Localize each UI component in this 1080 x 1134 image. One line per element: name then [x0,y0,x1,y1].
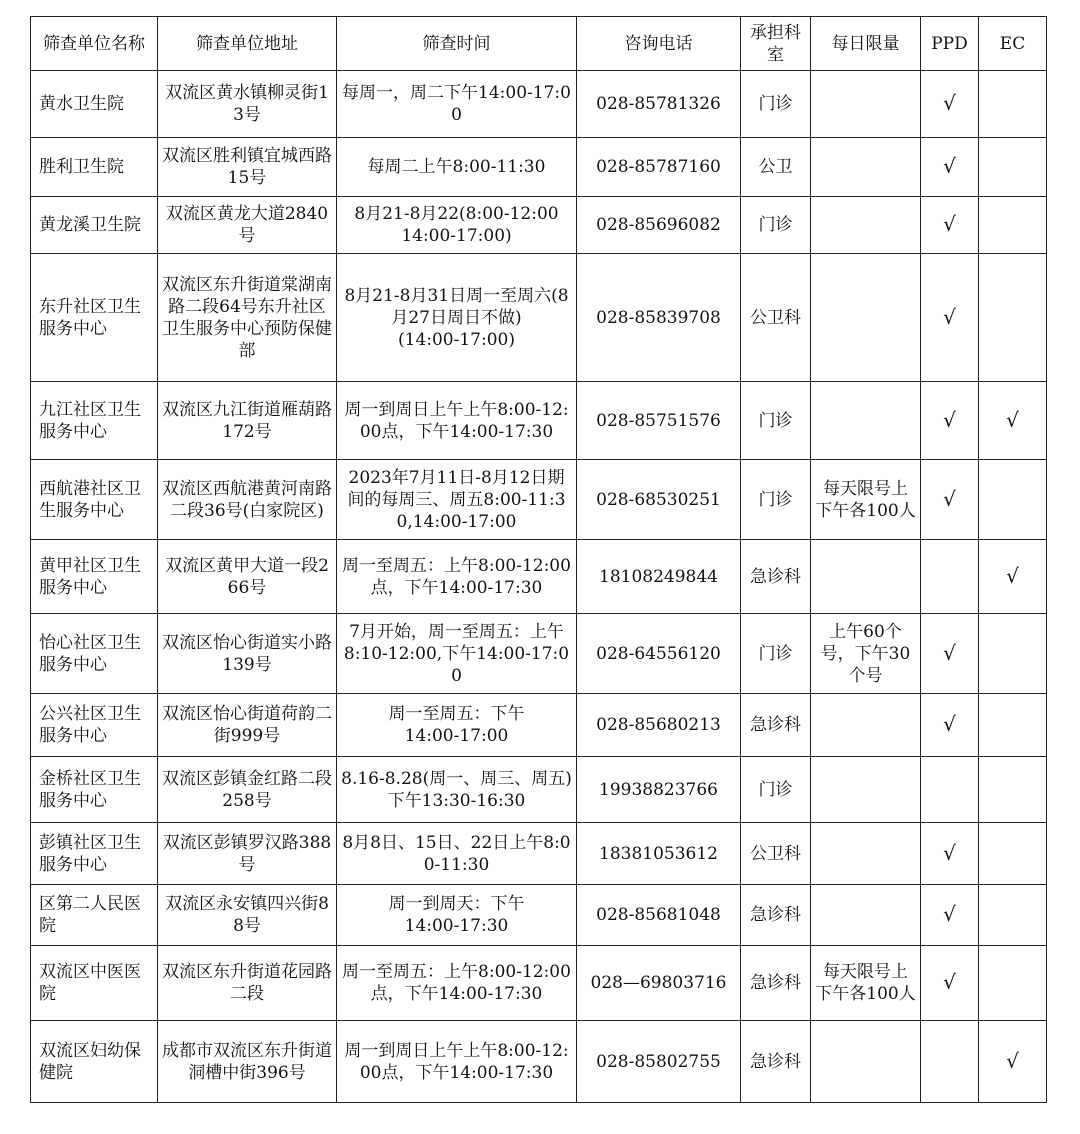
cell-phone: 18108249844 [577,540,741,614]
cell-ppd [921,254,979,382]
cell-address: 双流区九江街道雁葫路172号 [158,382,337,460]
table-row [31,885,1047,946]
cell-phone: 028-85696082 [577,197,741,254]
cell-time: 8月8日、15日、22日上午8:00-11:30 [337,823,577,885]
cell-ec [979,540,1047,614]
cell-dept: 公卫科 [741,254,811,382]
cell-ec [979,946,1047,1021]
cell-name: 双流区妇幼保健院 [31,1021,158,1103]
check-mark-icon: √ [1006,407,1019,432]
cell-phone: 028—69803716 [577,946,741,1021]
cell-phone: 028-64556120 [577,614,741,694]
check-mark-icon: √ [943,640,956,665]
header-dept: 承担科室 [741,17,811,71]
header-ppd: PPD [921,17,979,71]
table-row [31,614,1047,694]
cell-dept: 门诊 [741,382,811,460]
cell-ppd [921,138,979,197]
cell-ec [979,1021,1047,1103]
cell-limit [811,757,921,823]
cell-time: 周一到周日上午上午8:00-12:00点，下午14:00-17:30 [337,382,577,460]
cell-time: 7月开始，周一至周五：上午8:10-12:00,下午14:00-17:00 [337,614,577,694]
table-row [31,540,1047,614]
header-row [31,17,1047,71]
cell-limit: 上午60个号，下午30个号 [811,614,921,694]
table-row [31,946,1047,1021]
header-phone: 咨询电话 [577,17,741,71]
cell-name: 东升社区卫生服务中心 [31,254,158,382]
cell-limit [811,885,921,946]
cell-dept: 急诊科 [741,540,811,614]
cell-ec [979,382,1047,460]
header-limit: 每日限量 [811,17,921,71]
cell-time: 周一到周天：下午 14:00-17:30 [337,885,577,946]
cell-name: 双流区中医医院 [31,946,158,1021]
cell-phone: 028-85751576 [577,382,741,460]
cell-ec [979,823,1047,885]
cell-time: 周一至周五：上午8:00-12:00点，下午14:00-17:30 [337,946,577,1021]
cell-phone: 028-85681048 [577,885,741,946]
cell-address: 双流区黄水镇柳灵街13号 [158,71,337,138]
cell-dept: 急诊科 [741,1021,811,1103]
cell-ppd [921,197,979,254]
cell-limit [811,540,921,614]
cell-address: 双流区怡心街道荷韵二街999号 [158,694,337,757]
check-mark-icon: √ [943,212,956,236]
cell-phone: 028-85680213 [577,694,741,757]
table-row [31,1021,1047,1103]
check-mark-icon: √ [943,902,956,926]
cell-dept: 急诊科 [741,946,811,1021]
table-row [31,823,1047,885]
cell-address: 双流区东升街道棠湖南路二段64号东升社区卫生服务中心预防保健部 [158,254,337,382]
cell-ppd [921,71,979,138]
cell-address: 双流区黄龙大道2840号 [158,197,337,254]
cell-dept: 门诊 [741,460,811,540]
cell-ec [979,138,1047,197]
table-row [31,757,1047,823]
check-mark-icon: √ [943,407,956,432]
cell-dept: 门诊 [741,757,811,823]
cell-ppd [921,946,979,1021]
cell-dept: 急诊科 [741,694,811,757]
cell-name: 金桥社区卫生服务中心 [31,757,158,823]
cell-time: 周一至周五：下午 14:00-17:00 [337,694,577,757]
cell-ppd [921,1021,979,1103]
check-mark-icon: √ [943,154,956,178]
cell-address: 双流区彭镇罗汉路388号 [158,823,337,885]
cell-limit [811,382,921,460]
cell-name: 西航港社区卫生服务中心 [31,460,158,540]
cell-address: 双流区永安镇四兴街88号 [158,885,337,946]
check-mark-icon: √ [943,970,956,994]
check-mark-icon: √ [943,304,956,329]
cell-limit [811,694,921,757]
header-ec: EC [979,17,1047,71]
cell-ec [979,197,1047,254]
check-mark-icon: √ [943,91,956,115]
table-row [31,138,1047,197]
cell-address: 双流区胜利镇宜城西路15号 [158,138,337,197]
cell-address: 双流区彭镇金红路二段258号 [158,757,337,823]
cell-time: 每周一，周二下午14:00-17:00 [337,71,577,138]
cell-ec [979,885,1047,946]
cell-limit [811,197,921,254]
cell-limit [811,1021,921,1103]
cell-ec [979,71,1047,138]
cell-name: 黄水卫生院 [31,71,158,138]
cell-address: 成都市双流区东升街道洞槽中街396号 [158,1021,337,1103]
check-mark-icon: √ [1006,1048,1019,1073]
table-row [31,197,1047,254]
cell-time: 8月21-8月22(8:00-12:00 14:00-17:00) [337,197,577,254]
cell-time: 周一到周日上午上午8:00-12:00点，下午14:00-17:30 [337,1021,577,1103]
screening-table [30,16,1047,1103]
cell-address: 双流区黄甲大道一段266号 [158,540,337,614]
check-mark-icon: √ [943,712,956,736]
table-row [31,460,1047,540]
cell-ec [979,694,1047,757]
cell-phone: 028-85781326 [577,71,741,138]
check-mark-icon: √ [1006,563,1019,588]
cell-ec [979,757,1047,823]
header-address: 筛查单位地址 [158,17,337,71]
cell-phone: 18381053612 [577,823,741,885]
cell-name: 公兴社区卫生服务中心 [31,694,158,757]
table-row [31,694,1047,757]
table-row [31,71,1047,138]
cell-phone: 028-85839708 [577,254,741,382]
cell-time: 周一至周五：上午8:00-12:00点，下午14:00-17:30 [337,540,577,614]
cell-ec [979,460,1047,540]
cell-phone: 028-68530251 [577,460,741,540]
cell-dept: 门诊 [741,197,811,254]
cell-phone: 19938823766 [577,757,741,823]
cell-address: 双流区西航港黄河南路二段36号(白家院区) [158,460,337,540]
table-header [31,17,1047,71]
cell-ppd [921,540,979,614]
cell-ppd [921,460,979,540]
cell-limit [811,138,921,197]
cell-limit: 每天限号上下午各100人 [811,946,921,1021]
cell-ppd [921,757,979,823]
cell-name: 九江社区卫生服务中心 [31,382,158,460]
cell-time: 8月21-8月31日周一至周六(8月27日周日不做) (14:00-17:00) [337,254,577,382]
cell-name: 彭镇社区卫生服务中心 [31,823,158,885]
cell-ec [979,614,1047,694]
check-mark-icon: √ [943,486,956,511]
cell-name: 胜利卫生院 [31,138,158,197]
cell-ppd [921,614,979,694]
cell-dept: 公卫 [741,138,811,197]
table-row [31,382,1047,460]
cell-address: 双流区怡心街道实小路139号 [158,614,337,694]
cell-name: 区第二人民医院 [31,885,158,946]
cell-limit [811,254,921,382]
cell-dept: 公卫科 [741,823,811,885]
cell-ppd [921,885,979,946]
cell-ec [979,254,1047,382]
cell-dept: 门诊 [741,614,811,694]
cell-phone: 028-85787160 [577,138,741,197]
cell-dept: 门诊 [741,71,811,138]
cell-ppd [921,694,979,757]
cell-time: 2023年7月11日-8月12日期间的每周三、周五8:00-11:30,14:00-17:00 [337,460,577,540]
header-name: 筛查单位名称 [31,17,158,71]
cell-limit [811,823,921,885]
cell-name: 黄龙溪卫生院 [31,197,158,254]
cell-name: 黄甲社区卫生服务中心 [31,540,158,614]
cell-time: 8.16-8.28(周一、周三、周五)下午13:30-16:30 [337,757,577,823]
cell-ppd [921,382,979,460]
cell-limit: 每天限号上下午各100人 [811,460,921,540]
cell-address: 双流区东升街道花园路二段 [158,946,337,1021]
cell-dept: 急诊科 [741,885,811,946]
header-time: 筛查时间 [337,17,577,71]
cell-time: 每周二上午8:00-11:30 [337,138,577,197]
table-row [31,254,1047,382]
cell-limit [811,71,921,138]
cell-ppd [921,823,979,885]
table-body [31,71,1047,1103]
cell-name: 怡心社区卫生服务中心 [31,614,158,694]
check-mark-icon: √ [943,840,956,865]
cell-phone: 028-85802755 [577,1021,741,1103]
